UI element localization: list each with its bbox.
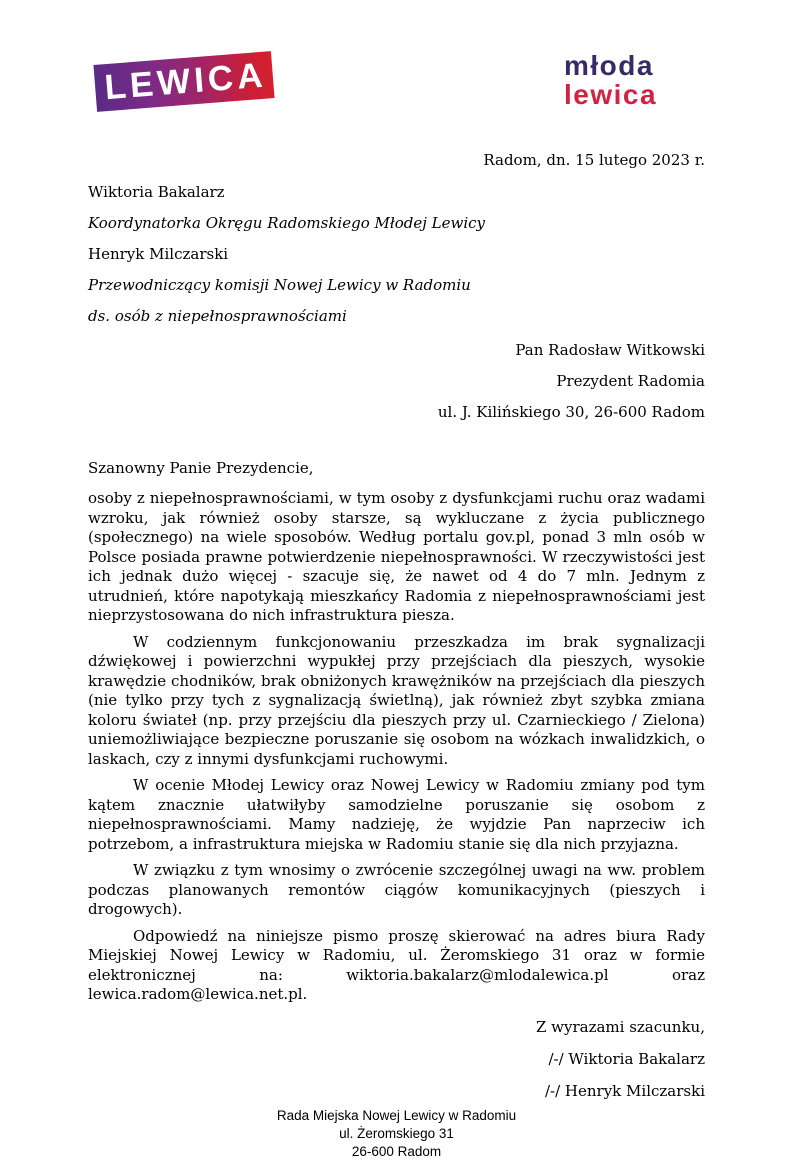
lewica-logo-text: LEWICA bbox=[103, 55, 268, 108]
sender-role-2-continued: ds. osób z niepełnosprawnościami bbox=[88, 307, 347, 325]
closing-regards: Z wyrazami szacunku, bbox=[535, 1017, 705, 1036]
salutation: Szanowny Panie Prezydencie, bbox=[88, 459, 314, 477]
mloda-lewica-logo-line1: młoda bbox=[564, 50, 654, 81]
body-paragraph-5: Odpowiedź na niniejsze pismo proszę skierować na adres biura Rady Miejskiej Nowej Lewicy w Radomiu, ul. Żeromskiego 31 oraz w formie elektronicznej na: wiktoria.bakalarz@mlodalewica.pl oraz lewica.radom@lewica.net.pl. bbox=[88, 926, 705, 1003]
recipient-address: ul. J. Kilińskiego 30, 26-600 Radom bbox=[437, 403, 705, 421]
recipient-block bbox=[88, 340, 705, 422]
mloda-lewica-logo bbox=[564, 51, 657, 109]
body-paragraph-1: osoby z niepełnosprawnościami, w tym osoby z dysfunkcjami ruchu oraz wadami wzroku, jak również osoby starsze, są wykluczane z życia publicznego (społecznego) na wiele sposobów. Według portalu gov.pl, ponad 3 mln osób w Polsce posiada prawne potwierdzenie niepełnosprawności. W rzeczywistości jest ich jednak dużo więcej - szacuje się, że nawet od 4 do 7 mln. Jednym z utrudnień, które napotykają mieszkańcy Radomia z niepełnosprawnościami jest nieprzystosowana do nich infrastruktura piesza. bbox=[88, 489, 705, 624]
body-paragraph-2: W codziennym funkcjonowaniu przeszkadza im brak sygnalizacji dźwiękowej i powierzchni wypukłej przy przejściach dla pieszych, wysokie krawędzie chodników, brak obniżonych krawężników na przejściach dla pieszych (nie tylko przy tych z sygnalizacją świetlną), jak również zbyt szybka zmiana koloru świateł (np. przy przejściu dla pieszych przy ul. Czarnieckiego / Zielona) uniemożliwiające bezpieczne poruszanie się osobom na wózkach inwalidzkich, o laskach, czy z innymi dysfunkcjami ruchowymi. bbox=[88, 632, 705, 768]
closing-block bbox=[88, 1017, 705, 1101]
footer-city: 26-600 Radom bbox=[351, 1143, 442, 1159]
body-paragraph-4: W związku z tym wnosimy o zwrócenie szczególnej uwagi na ww. problem podczas planowanych remontów ciągów komunikacyjnych (pieszych i drogowych). bbox=[88, 861, 705, 918]
footer-street: ul. Żeromskiego 31 bbox=[339, 1125, 454, 1141]
closing-signature-2: /-/ Henryk Milczarski bbox=[544, 1081, 705, 1100]
mloda-lewica-logo-line2: lewica bbox=[564, 79, 658, 110]
sender-role-2: Przewodniczący komisji Nowej Lewicy w Radomiu bbox=[88, 276, 471, 294]
closing-signature-1: /-/ Wiktoria Bakalarz bbox=[548, 1049, 705, 1068]
recipient-name: Pan Radosław Witkowski bbox=[515, 341, 705, 359]
footer-block bbox=[88, 1107, 705, 1161]
sender-block bbox=[88, 182, 705, 326]
sender-name-2: Henryk Milczarski bbox=[88, 245, 229, 263]
date-line: Radom, dn. 15 lutego 2023 r. bbox=[483, 151, 705, 169]
sender-name-1: Wiktoria Bakalarz bbox=[88, 183, 225, 201]
sender-role-1: Koordynatorka Okręgu Radomskiego Młodej Lewicy bbox=[88, 214, 486, 232]
body-paragraph-3: W ocenie Młodej Lewicy oraz Nowej Lewicy w Radomiu zmiany pod tym kątem znacznie ułatwiłyby samodzielne poruszanie się osobom z niepełnosprawnościami. Mamy nadzieję, że wyjdzie Pan naprzeciw ich potrzebom, a infrastruktura miejska w Radomiu stanie się dla nich przyjazna. bbox=[88, 776, 705, 853]
footer-org-name: Rada Miejska Nowej Lewicy w Radomiu bbox=[276, 1107, 517, 1123]
recipient-title: Prezydent Radomia bbox=[556, 372, 705, 390]
